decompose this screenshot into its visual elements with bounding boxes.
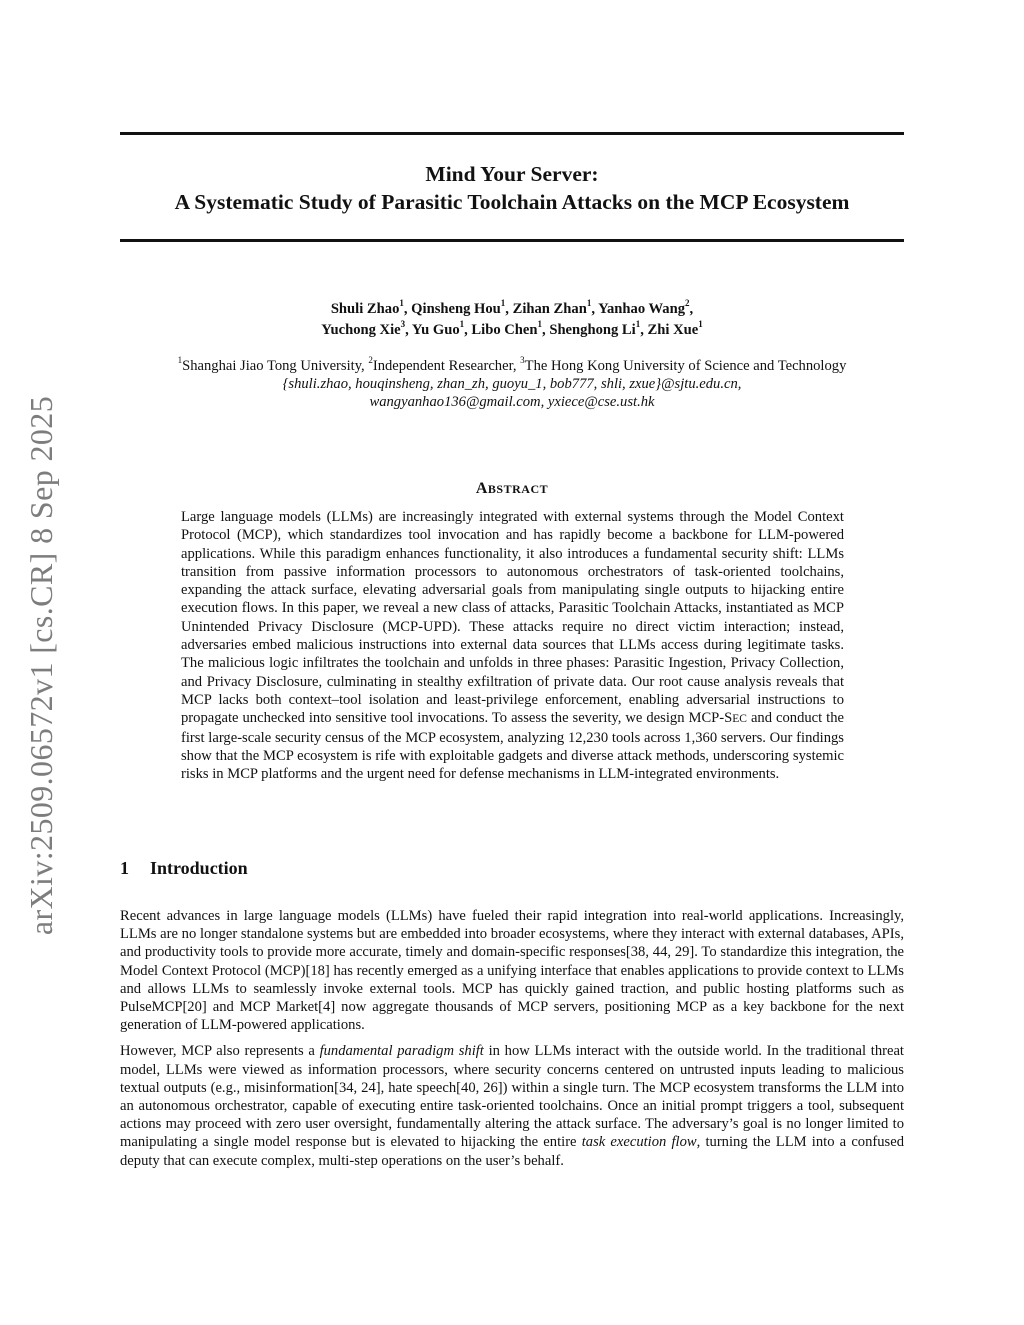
intro-body: [120, 907, 904, 1178]
title-line-2: A Systematic Study of Parasitic Toolchain Attacks on the MCP Ecosystem: [174, 190, 850, 214]
abstract-heading-text: ABSTRACT: [475, 480, 549, 497]
author-aff: 1: [635, 319, 641, 330]
affiliation-name: Independent Researcher: [372, 358, 513, 374]
title-line-1: Mind Your Server:: [425, 162, 599, 186]
affiliation-name: The Hong Kong University of Science and Technology: [524, 358, 847, 374]
affiliation-num: 3: [520, 355, 525, 366]
author-name: Yanhao Wang: [598, 301, 686, 317]
paper-title: [100, 160, 924, 216]
abstract-text: Large language models (LLMs) are increasingly integrated with external systems through the Model Context Protocol (MCP), which standardizes tool invocation and has rapidly become a backbone for LLM-powered applications. While this paradigm enhances functionality, it also introduces a fundamental security shift: LLMs transition from passive information processors to autonomous orchestrators of task-oriented toolchains, expanding the attack surface, elevating adversarial goals from manipulating single outputs to hijacking entire execution flows. In this paper, we reveal a new class of attacks, Parasitic Toolchain Attacks, instantiated as MCP Unintended Privacy Disclosure (MCP-UPD). These attacks require no direct victim interaction; instead, adversaries embed malicious instructions into external data sources that LLMs access during legitimate tasks. The malicious logic infiltrates the toolchain and unfolds in three phases: Parasitic Ingestion, Privacy Collection, and Privacy Disclosure, culminating in stealthy exfiltration of private data. Our root cause analysis reveals that MCP lacks both context–tool isolation and least-privilege enforcement, enabling adversarial instructions to propagate unchecked into sensitive tool invocations. To assess the severity, we design: [181, 509, 844, 727]
paragraph-text: Recent advances in large language models (LLMs) have fueled their rapid integration into real-world applications. Increasingly, LLMs are no longer standalone systems but are embedded into broader ecosystems, where they interact with external databases, APIs, and productivity tools to provide more accurate, timely and domain-specific responses[38, 44, 29]. To standardize this integration, the Model Context Protocol (MCP)[18] has recently emerged as a unifying interface that enables applications to provide context to LLMs and allows LLMs to seamlessly invoke external tools. MCP has quickly gained traction, and public hosting platforms such as PulseMCP[20] and MCP Market[4] now aggregate thousands of MCP servers, positioning MCP as a key backbone for the next generation of LLM-powered applications.: [120, 908, 904, 1034]
abstract-heading: [100, 480, 924, 498]
paragraph: [120, 1042, 904, 1169]
title-bottom-rule: [120, 239, 904, 242]
paragraph-text: However, MCP also represents a: [120, 1043, 320, 1060]
section-heading: [120, 858, 248, 879]
affiliation-num: 2: [368, 355, 373, 366]
author-name: Shenghong Li: [549, 322, 636, 338]
author-name: Qinsheng Hou: [411, 301, 501, 317]
abstract-text: and conduct the first large-scale security census of the MCP ecosystem, analyzing 12,230 tools across 1,360 servers. Our findings show that the MCP ecosystem is rife with exploitable gadgets and diverse attack methods, underscoring systemic risks in MCP platforms and the urgent need for defense mechanisms in LLM-integrated environments.: [181, 710, 845, 783]
emphasis-text: task execution flow: [581, 1134, 697, 1151]
email-line-1: {shuli.zhao, houqinsheng, zhan_zh, guoyu_1, bob777, shli, zxue}@sjtu.edu.cn,: [282, 376, 742, 392]
author-name: Libo Chen: [471, 322, 538, 338]
paragraph: [120, 907, 904, 1034]
section-number: 1: [120, 858, 129, 878]
affiliation-num: 1: [177, 355, 183, 366]
affiliation-line: $^1$Shanghai Jiao Tong University, $^2$Independent Researcher, $^3$The Hong Kong University of Science and Technology: [177, 355, 847, 374]
author-aff: 2: [685, 298, 690, 309]
paragraph-text: , turning the LLM into a confused deputy that can execute complex, multi-step operations on the user’s behalf.: [120, 1134, 905, 1169]
author-line-2: Yuchong Xie$^3$, Yu Guo$^1$, Libo Chen$^1$, Shenghong Li$^1$, Zhi Xue$^1$: [321, 319, 703, 338]
author-line-1: Shuli Zhao$^1$, Qinsheng Hou$^1$, Zihan Zhan$^1$, Yanhao Wang$^2$,: [330, 298, 694, 317]
author-aff: 1: [586, 298, 592, 309]
author-name: Zhi Xue: [647, 322, 699, 338]
author-aff: 1: [459, 319, 465, 330]
arxiv-side-label: arXiv:2509.06572v1 [cs.CR] 8 Sep 2025: [23, 395, 60, 935]
paragraph-text: in how LLMs interact with the outside world. In the traditional threat model, LLMs were viewed as information processors, where security concerns centered on untrusted inputs leading to malicious textual outputs (e.g., misinformation[34, 24], hate speech[40, 26]) within a single turn. The MCP ecosystem transforms the LLM into an autonomous orchestrator, capable of executing entire task-oriented toolchains. Once an initial prompt triggers a tool, subsequent actions may proceed with zero user oversight, fundamentally altering the attack surface. The adversary’s goal is no longer limited to manipulating a single model response but is elevated to hijacking the entire: [120, 1043, 904, 1151]
author-aff: 1: [500, 298, 506, 309]
author-name: Yuchong Xie: [321, 322, 401, 338]
author-aff: 3: [400, 319, 406, 330]
author-name: Yu Guo: [411, 322, 460, 338]
author-aff: 1: [399, 298, 404, 309]
email-line-2: wangyanhao136@gmail.com, yxiece@cse.ust.hk: [369, 394, 655, 410]
abstract-body: [181, 508, 844, 783]
author-name: Shuli Zhao: [330, 301, 400, 317]
affiliation-name: Shanghai Jiao Tong University: [182, 358, 362, 374]
title-top-rule: [120, 132, 904, 135]
mcp-sec-name: MCP-SEC: [688, 710, 747, 727]
section-title: Introduction: [150, 858, 248, 878]
author-aff: 1: [698, 319, 703, 330]
author-name: Zihan Zhan: [512, 301, 587, 317]
author-aff: 1: [537, 319, 543, 330]
affiliations: [100, 357, 924, 411]
author-list: [100, 299, 924, 341]
emphasis-text: fundamental paradigm shift: [319, 1043, 484, 1060]
